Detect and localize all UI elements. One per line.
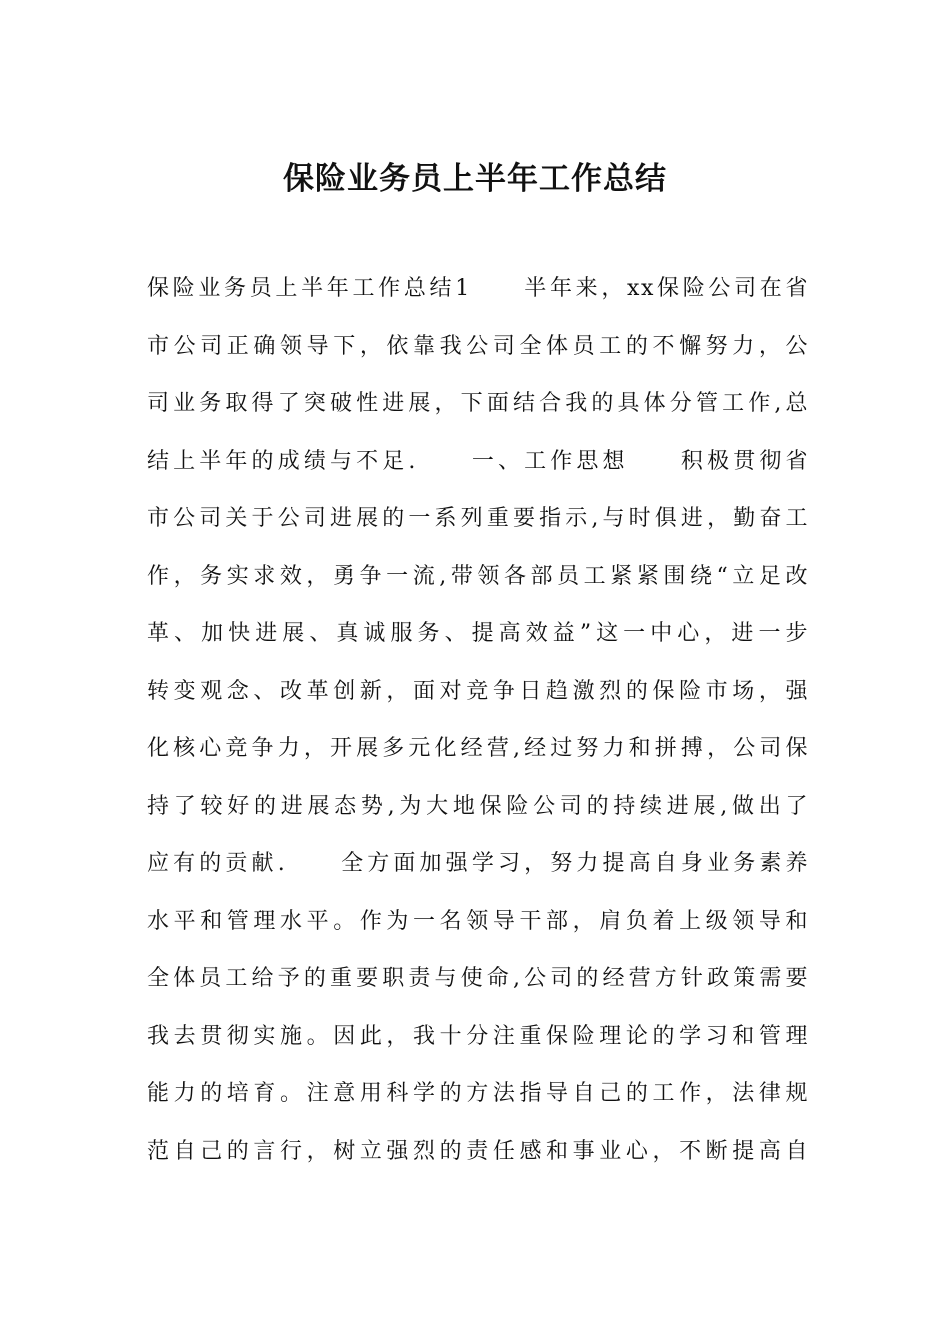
body-line: 作，务实求效，勇争一流,带领各部员工紧紧围绕“立足改 <box>147 563 809 589</box>
body-line: 保险业务员上半年工作总结1 半年来，xx保险公司在省 <box>147 276 809 301</box>
body-line: 能力的培育。注意用科学的方法指导自己的工作，法律规 <box>147 1081 809 1106</box>
document-body <box>147 267 809 1187</box>
body-line: 结上半年的成绩与不足. 一、工作思想 积极贯彻省 <box>147 448 809 474</box>
body-line: 司业务取得了突破性进展，下面结合我的具体分管工作,总 <box>147 391 809 416</box>
body-line: 我去贯彻实施。因此，我十分注重保险理论的学习和管理 <box>147 1023 809 1049</box>
body-line: 市公司正确领导下，依靠我公司全体员工的不懈努力，公 <box>147 333 809 359</box>
body-line: 全体员工给予的重要职责与使命,公司的经营方针政策需要 <box>147 966 809 991</box>
body-line: 持了较好的进展态势,为大地保险公司的持续进展,做出了 <box>147 793 809 819</box>
document-title: 保险业务员上半年工作总结 <box>283 161 667 197</box>
body-line: 化核心竞争力，开展多元化经营,经过努力和拼搏，公司保 <box>147 736 809 761</box>
body-line: 范自己的言行，树立强烈的责任感和事业心，不断提高自 <box>147 1138 809 1164</box>
body-line: 革、加快进展、真诚服务、提高效益”这一中心，进一步 <box>147 621 809 646</box>
body-line: 转变观念、改革创新，面对竞争日趋激烈的保险市场，强 <box>147 678 809 704</box>
body-line: 应有的贡献. 全方面加强学习，努力提高自身业务素养 <box>147 851 809 876</box>
body-line: 水平和管理水平。作为一名领导干部，肩负着上级领导和 <box>147 908 809 934</box>
body-line: 市公司关于公司进展的一系列重要指示,与时俱进，勤奋工 <box>147 506 809 531</box>
